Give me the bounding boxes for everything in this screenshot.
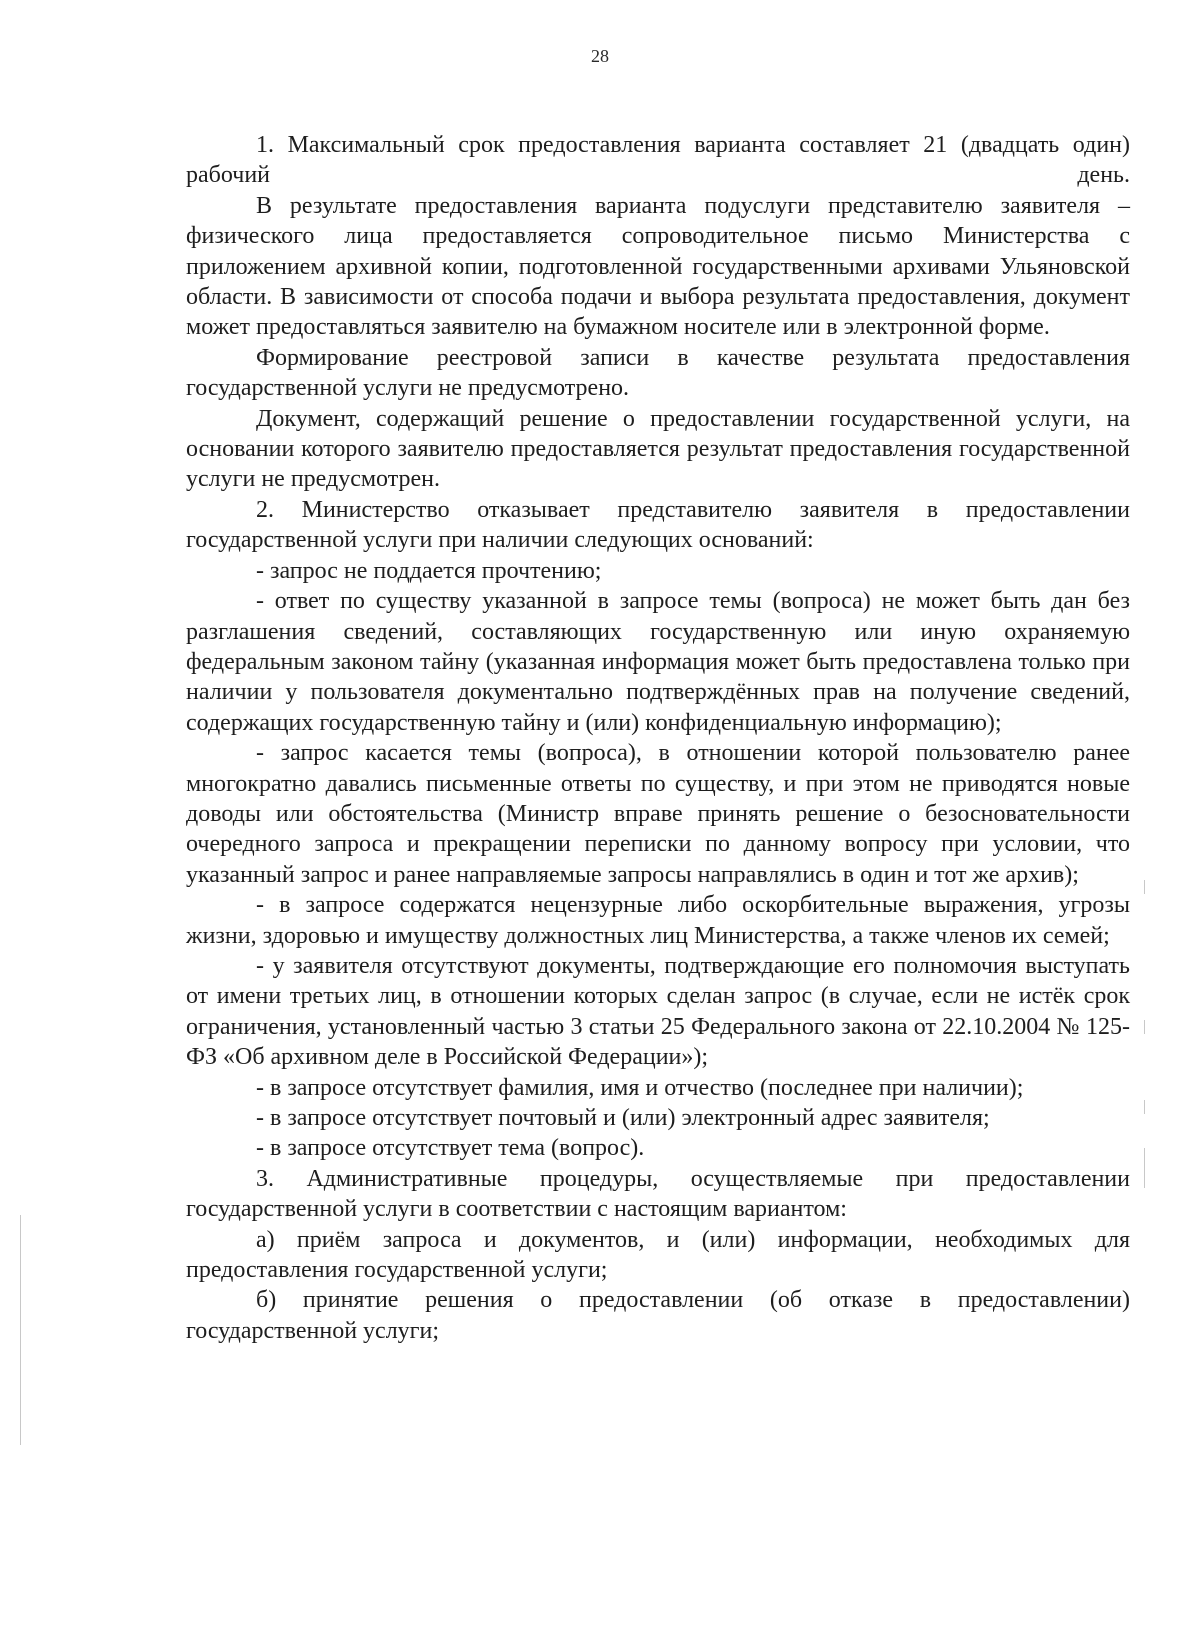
page-number: 28	[591, 46, 609, 66]
scan-edge-mark	[1144, 1100, 1145, 1114]
list-item-unreadable: - запрос не поддается прочтению;	[256, 557, 602, 584]
list-item-missing-address: - в запросе отсутствует почтовый и (или) электронный адрес заявителя;	[256, 1105, 990, 1131]
list-item-missing-name: - в запросе отсутствует фамилия, имя и отчество (последнее при наличии);	[256, 1074, 1024, 1101]
scan-edge-mark	[1144, 1020, 1145, 1034]
document-body	[186, 130, 1130, 1346]
paragraph-max-term: 1. Максимальный срок предоставления варианта составляет 21 (двадцать один) рабочий день.	[186, 132, 1130, 189]
scan-edge-mark	[1144, 1148, 1145, 1188]
paragraph-decision-document: Документ, содержащий решение о предоставлении государственной услуги, на основании которого заявителю предоставляется результат предоставления государственной услуги не предусмотрен.	[186, 405, 1130, 493]
list-item-offensive-language: - в запросе содержатся нецензурные либо оскорбительные выражения, угрозы жизни, здоровью и имуществу должностных лиц Министерства, а также членов их семей;	[186, 892, 1130, 949]
scan-edge-mark	[20, 1215, 21, 1445]
paragraph-admin-procedures: 3. Административные процедуры, осуществляемые при предоставлении государственной услуги в соответствии с настоящим вариантом:	[186, 1165, 1130, 1223]
scan-edge-mark	[1144, 880, 1145, 894]
list-item-procedure-a: а) приём запроса и документов, и (или) информации, необходимых для предоставления государственной услуги;	[186, 1226, 1130, 1284]
list-item-repeated-request: - запрос касается темы (вопроса), в отношении которой пользователю ранее многократно давались письменные ответы по существу, и при этом не приводятся новые доводы или обстоятельства (Министр вправе принять решение о безосновательности очередного запроса и прекращении переписки по данному вопросу при условии, что указанный запрос и ранее направляемые запросы направлялись в один и тот же архив);	[186, 740, 1130, 888]
list-item-missing-topic: - в запросе отсутствует тема (вопрос).	[256, 1135, 645, 1162]
list-item-missing-authority: - у заявителя отсутствуют документы, подтверждающие его полномочия выступать от имени третьих лиц, в отношении которых сделан запрос (в случае, если не истёк срок ограничения, установленный частью 3 статьи 25 Федерального закона от 22.10.2004 № 125-ФЗ «Об архивном деле в Российской Федерации»);	[186, 952, 1130, 1071]
paragraph-refusal-grounds-intro: 2. Министерство отказывает представителю заявителя в предоставлении государственной услуги при наличии следующих оснований:	[186, 496, 1130, 554]
paragraph-result-description: В результате предоставления варианта подуслуги представителю заявителя – физического лица предоставляется сопроводительное письмо Министерства с приложением архивной копии, подготовленной государственными архивами Ульяновской области. В зависимости от способа подачи и выбора результата предоставления, документ может предоставляться заявителю на бумажном носителе или в электронной форме.	[186, 192, 1130, 341]
paragraph-registry-entry: Формирование реестровой записи в качестве результата предоставления государственной услуги не предусмотрено.	[186, 344, 1130, 402]
list-item-secret-info: - ответ по существу указанной в запросе темы (вопроса) не может быть дан без разглашения сведений, составляющих государственную или иную охраняемую федеральным законом тайну (указанная информация может быть предоставлена только при наличии у пользователя документально подтверждённых прав на получение сведений, содержащих государственную тайну и (или) конфиденциальную информацию);	[186, 588, 1130, 736]
list-item-procedure-b: б) принятие решения о предоставлении (об отказе в предоставлении) государственной услуги;	[186, 1287, 1130, 1344]
